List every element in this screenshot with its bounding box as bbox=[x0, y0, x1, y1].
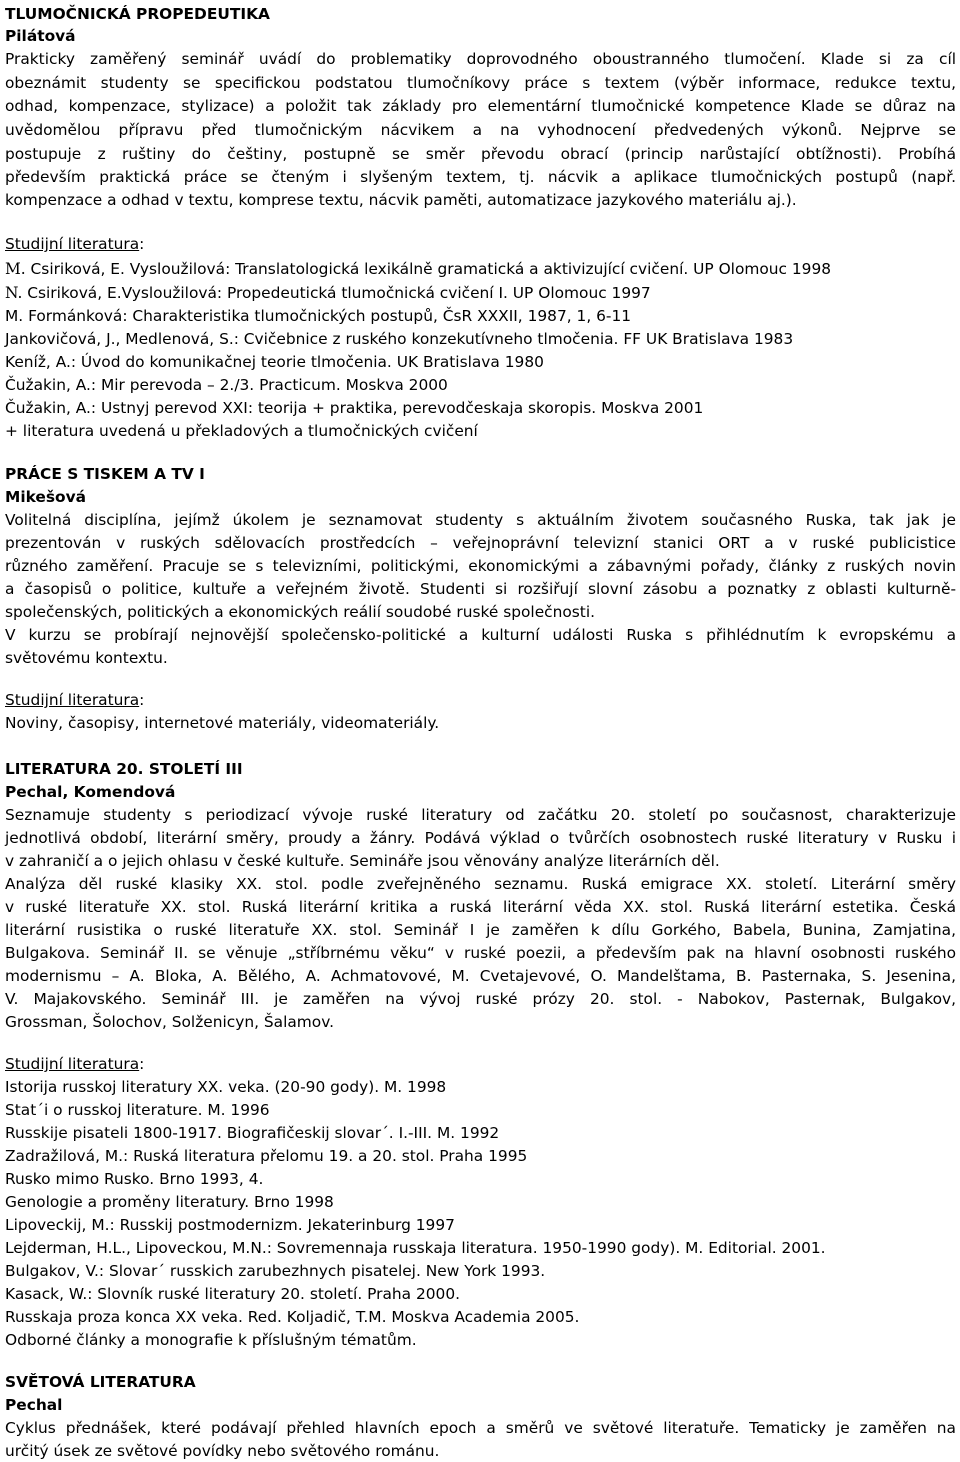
paragraph-line: především praktická práce se čteným i slyšeným textem, tj. nácvik a aplikace tlumočnických postupů (např. bbox=[5, 168, 956, 186]
literature-item: Stat´i o russkoj literature. M. 1996 bbox=[5, 1101, 270, 1119]
paragraph-line: odhad, kompenzace, stylizace) a položit tak základy pro elementární tlumočnické kompetence Klade se důraz na bbox=[5, 97, 956, 115]
paragraph-line: Analýza děl ruské klasiky XX. stol. podle zveřejněného seznamu. Ruská emigrace XX. století. Literární směry bbox=[5, 875, 956, 893]
paragraph-line: Seznamuje studenty s periodizací vývoje ruské literatury od začátku 20. století po současnost, charakterizuje bbox=[5, 806, 956, 824]
literature-item: Lejderman, H.L., Lipoveckou, M.N.: Sovremennaja russkaja literatura. 1950-1990 gody). M. Editorial. 2001. bbox=[5, 1239, 826, 1257]
literature-item: Russkije pisateli 1800-1917. Biografičeskij slovar´. I.-III. M. 1992 bbox=[5, 1124, 500, 1142]
paragraph-line: kompenzace a odhad v textu, komprese textu, nácvik paměti, automatizace jazykového materiálu aj.). bbox=[5, 191, 797, 209]
literature-heading: Studijní literatura: bbox=[5, 235, 145, 253]
literature-item: Kasack, W.: Slovník ruské literatury 20. století. Praha 2000. bbox=[5, 1285, 461, 1303]
section-heading: LITERATURA 20. STOLETÍ III bbox=[5, 760, 243, 778]
literature-item: Jankovičová, J., Medlenová, S.: Cvičebnice z ruského konzekutívneho tlmočenia. FF UK Bratislava 1983 bbox=[5, 330, 794, 348]
literature-heading: Studijní literatura: bbox=[5, 691, 145, 709]
paragraph-line: společenských, politických a ekonomických reálií soudobé ruské společnosti. bbox=[5, 603, 596, 621]
literature-item: Genologie a proměny literatury. Brno 1998 bbox=[5, 1193, 334, 1211]
section-teacher: Pilátová bbox=[5, 27, 76, 45]
list-marker: N. bbox=[5, 284, 23, 302]
literature-item: Čužakin, A.: Ustnyj perevod XXI: teorija + praktika, perevodčeskaja skoropis. Moskva 2001 bbox=[5, 399, 704, 417]
paragraph-line: Cyklus přednášek, které podávají přehled hlavních epoch a směrů ve světové literatuře. Tematicky je zaměřen na bbox=[5, 1419, 956, 1437]
literature-label: Studijní literatura bbox=[5, 1055, 140, 1073]
paragraph-line: v zahraničí a o jejich ohlasu v české kultuře. Semináře jsou věnovány analýze literárních děl. bbox=[5, 852, 720, 870]
paragraph-line: v ruské literatuře XX. stol. Ruská literární kritika a ruská literární věda XX. stol. Ruská literární estetika. Česká bbox=[5, 898, 956, 916]
literature-heading: Studijní literatura: bbox=[5, 1055, 145, 1073]
literature-item: Odborné články a monografie k příslušným tématům. bbox=[5, 1331, 417, 1349]
literature-item: M. Csiriková, E. Vysloužilová: Translatologická lexikálně gramatická a aktivizující cvičení. UP Olomouc 1998 bbox=[5, 260, 832, 278]
paragraph-line: postupuje z ruštiny do češtiny, postupně se směr převodu obrací (princip narůstající obtížnosti). Probíhá bbox=[5, 145, 956, 163]
literature-item: Bulgakov, V.: Slovar´ russkich zarubezhnych pisatelej. New York 1993. bbox=[5, 1262, 546, 1280]
paragraph-line: literární rusistika o ruské literatuře XX. stol. Seminář I je zaměřen k dílu Gorkého, Babela, Bunina, Zamjatina, bbox=[5, 921, 956, 939]
section-teacher: Pechal, Komendová bbox=[5, 783, 176, 801]
section-heading: SVĚTOVÁ LITERATURA bbox=[5, 1373, 196, 1391]
paragraph-line: obeznámit studenty se specifickou podstatou tlumočníkovy práce s textem (výběr informace, redukce textu, bbox=[5, 74, 956, 92]
literature-label: Studijní literatura bbox=[5, 235, 140, 253]
section-heading: TLUMOČNICKÁ PROPEDEUTIKA bbox=[5, 5, 270, 23]
paragraph-line: jednotlivá období, literární směry, proudy a žánry. Podává výklad o tvůrčích osobnostech ruské literatury v Rusku i bbox=[5, 829, 956, 847]
literature-item: Istorija russkoj literatury XX. veka. (20-90 gody). M. 1998 bbox=[5, 1078, 447, 1096]
literature-label: Studijní literatura bbox=[5, 691, 140, 709]
paragraph-line: Bulgakova. Seminář II. se věnuje „stříbrnému věku“ v ruské poezii, a především pak na hlavní osobnosti ruského bbox=[5, 944, 956, 962]
literature-item: N. Csiriková, E.Vysloužilová: Propedeutická tlumočnická cvičení I. UP Olomouc 1997 bbox=[5, 284, 651, 302]
paragraph-line: V kurzu se probírají nejnovější společensko-politické a kulturní události Ruska s přihlédnutím k evropskému a bbox=[5, 626, 956, 644]
paragraph-line: různého zaměření. Pracuje se s televizními, politickými, ekonomickými a zábavnými pořady, články z ruských novin bbox=[5, 557, 956, 575]
paragraph-line: Grossman, Šolochov, Solženicyn, Šalamov. bbox=[5, 1013, 335, 1031]
literature-item: Russkaja proza konca XX veka. Red. Koljadič, T.M. Moskva Academia 2005. bbox=[5, 1308, 580, 1326]
paragraph-line: Volitelná disciplína, jejímž úkolem je seznamovat studenty s aktuálním životem současného Ruska, tak jak je bbox=[5, 511, 956, 529]
literature-item: Keníž, A.: Úvod do komunikačnej teorie tlmočenia. UK Bratislava 1980 bbox=[5, 353, 544, 371]
section-teacher: Mikešová bbox=[5, 488, 87, 506]
paragraph-line: V. Majakovského. Seminář III. je zaměřen na vývoj ruské prózy 20. stol. - Nabokov, Pasternak, Bulgakov, bbox=[5, 990, 956, 1008]
paragraph-line: světovému kontextu. bbox=[5, 649, 168, 667]
literature-item: Rusko mimo Rusko. Brno 1993, 4. bbox=[5, 1170, 264, 1188]
paragraph-line: uvědomělou přípravu před tlumočnickým nácvikem a na vyhodnocení předvedených výkonů. Nejprve se bbox=[5, 121, 956, 139]
literature-item: Zadražilová, M.: Ruská literatura přelomu 19. a 20. stol. Praha 1995 bbox=[5, 1147, 528, 1165]
literature-item: M. Formánková: Charakteristika tlumočnických postupů, ČsR XXXII, 1987, 1, 6-11 bbox=[5, 307, 632, 325]
literature-item: Noviny, časopisy, internetové materiály, videomateriály. bbox=[5, 714, 440, 732]
paragraph-line: prezentován v ruských sdělovacích prostředcích – veřejnoprávní televizní stanici ORT a v ruské publicistice bbox=[5, 534, 956, 552]
literature-item: + literatura uvedená u překladových a tlumočnických cvičení bbox=[5, 422, 478, 440]
section-heading: PRÁCE S TISKEM A TV I bbox=[5, 465, 205, 483]
list-marker: M. bbox=[5, 260, 26, 278]
paragraph-line: Prakticky zaměřený seminář uvádí do problematiky doprovodného oboustranného tlumočení. Klade si za cíl bbox=[5, 50, 956, 68]
paragraph-line: určitý úsek ze světové povídky nebo světového románu. bbox=[5, 1442, 440, 1460]
section-teacher: Pechal bbox=[5, 1396, 63, 1414]
literature-item: Lipoveckij, M.: Russkij postmodernizm. Jekaterinburg 1997 bbox=[5, 1216, 455, 1234]
literature-item: Čužakin, A.: Mir perevoda – 2./3. Practicum. Moskva 2000 bbox=[5, 376, 448, 394]
paragraph-line: modernismu – A. Bloka, A. Bělého, A. Achmatovové, M. Cvetajevové, O. Mandelštama, B. Pasternaka, S. Jesenina, bbox=[5, 967, 956, 985]
paragraph-line: a časopisů o politice, kultuře a veřejném životě. Studenti si rozšiřují slovní zásobu a poznatky z oblasti kulturně- bbox=[5, 580, 956, 598]
